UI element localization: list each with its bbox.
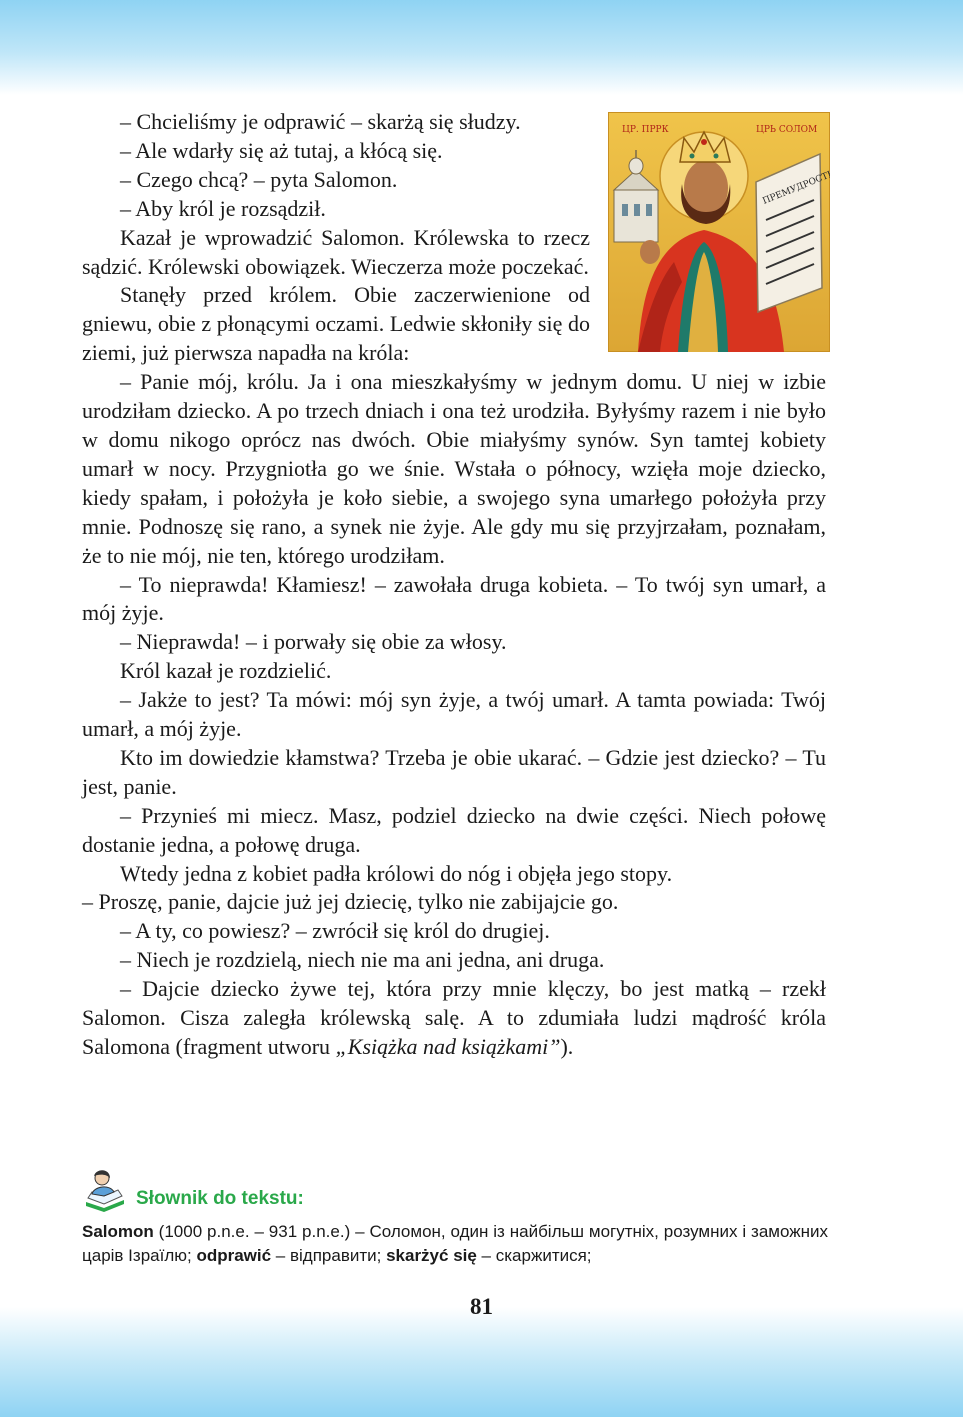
top-blue-band — [0, 0, 963, 95]
dictionary-title: Słownik do tekstu: — [136, 1188, 304, 1209]
dictionary-body — [82, 1220, 828, 1268]
dictionary-header — [82, 1166, 828, 1212]
reading-student-icon — [82, 1168, 128, 1212]
svg-text:ЦР. ПРРК: ЦР. ПРРК — [622, 125, 669, 135]
dictionary-definition: – відправити; — [271, 1246, 387, 1265]
book-title: „Książka nad książkami” — [335, 1034, 561, 1059]
paragraph: Stanęły przed królem. Obie zaczerwienione od gniewu, obie z płonącymi oczami. Ledwie skłoniły się do ziemi, już pierwsza napadła na króla: — [82, 282, 590, 366]
paragraph: – Chcieliśmy je odprawić – skarżą się słudzy. — [120, 109, 521, 134]
dictionary-definition: (1000 р.n.e. – 931 p.n.e.) – Соломон, один із найбільш могутніх, розумних і заможних царів Ізраїлю; — [82, 1222, 828, 1265]
paragraph: Król kazał je rozdzielić. — [120, 658, 332, 684]
paragraph: Kazał je wprowadzić Salomon. Królewska to rzecz sądzić. Królewski obowiązek. Wieczerza może poczekać. — [82, 224, 590, 279]
dictionary-term: odprawić — [196, 1246, 272, 1265]
final-paragraph — [82, 975, 826, 1062]
page-number: 81 — [470, 1294, 493, 1319]
final-paragraph-text: – Dajcie dziecko żywe tej, która przy mnie klęczy, bo jest matką – rzekł Salomon. Cisza zaległa królewską salę. A to zdumiała ludzi mądrość króla Salomona (fragment utworu — [82, 976, 826, 1059]
paragraph: – Czego chcą? – pyta Salomon. — [120, 166, 398, 192]
dictionary-term: Salomon — [82, 1222, 154, 1241]
dictionary-section — [82, 1166, 828, 1268]
dictionary-term: skarżyć się — [386, 1246, 477, 1265]
paragraph: – Jakże to jest? Ta mówi: mój syn żyje, a twój umarł. A tamta powiada: Twój umarł, a mój żyje. — [82, 687, 826, 742]
paragraph: – Proszę, panie, dajcie już jej dziecię, tylko nie zabijajcie go. — [82, 889, 619, 915]
paragraph: Wtedy jedna z kobiet padła królowi do nóg i objęła jego stopy. — [120, 860, 673, 886]
paragraph: – Nieprawda! – i porwały się obie za włosy. — [120, 629, 507, 655]
paragraph: – Przynieś mi miecz. Masz, podziel dziecko na dwie części. Niech połowę dostanie jedna, a połowę druga. — [82, 802, 826, 857]
paragraph: – Aby król je rozsądził. — [120, 195, 326, 221]
paragraph: – Ale wdarły się aż tutaj, a kłócą się. — [120, 137, 443, 163]
story-text — [82, 108, 830, 1062]
paragraph: – Panie mój, królu. Ja i ona mieszkałyśmy w jednym domu. U niej w izbie urodziłam dziecko. A po trzech dniach i ona też urodziła. Byłyśmy razem i nie było w domu nikogo oprócz nas dwóch. Obie miałyśmy synów. Syn tamtej kobiety umarł w nocy. Przygniotła go we śnie. Wstała o północy, wzięła moje dziecko, kiedy spałam, i położyła je koło siebie, a swojego syna umarłego położyła przy mnie. Podnoszę się rano, a synek nie żyje. Ale gdy mu się przyjrzałam, poznałam, że to nie mój, nie ten, którego urodziłam. — [82, 369, 826, 568]
paragraph: – To nieprawda! Kłamiesz! – zawołała druga kobieta. – To twój syn umarł, a mój żyje. — [82, 571, 826, 626]
bottom-blue-band — [0, 1307, 963, 1417]
dictionary-definition: – скаржитися; — [476, 1246, 592, 1265]
paragraph: – A ty, co powiesz? – zwrócił się król do drugiej. — [120, 918, 550, 944]
solomon-icon-image — [608, 112, 830, 352]
paragraph: Kto im dowiedzie kłamstwa? Trzeba je obie ukarać. – Gdzie jest dziecko? – Tu jest, panie. — [82, 744, 826, 799]
svg-text:ПРЕМУДРОСТЬ СОЗДАДЕ СЕБЕ ДОМЪ: ПРЕМУДРОСТЬ — [761, 169, 830, 207]
final-paragraph-end: ). — [560, 1034, 574, 1059]
paragraph: – Niech je rozdzielą, niech nie ma ani jedna, ani druga. — [120, 947, 605, 973]
svg-text:ЦРЬ СОЛОМ: ЦРЬ СОЛОМ — [756, 125, 818, 135]
